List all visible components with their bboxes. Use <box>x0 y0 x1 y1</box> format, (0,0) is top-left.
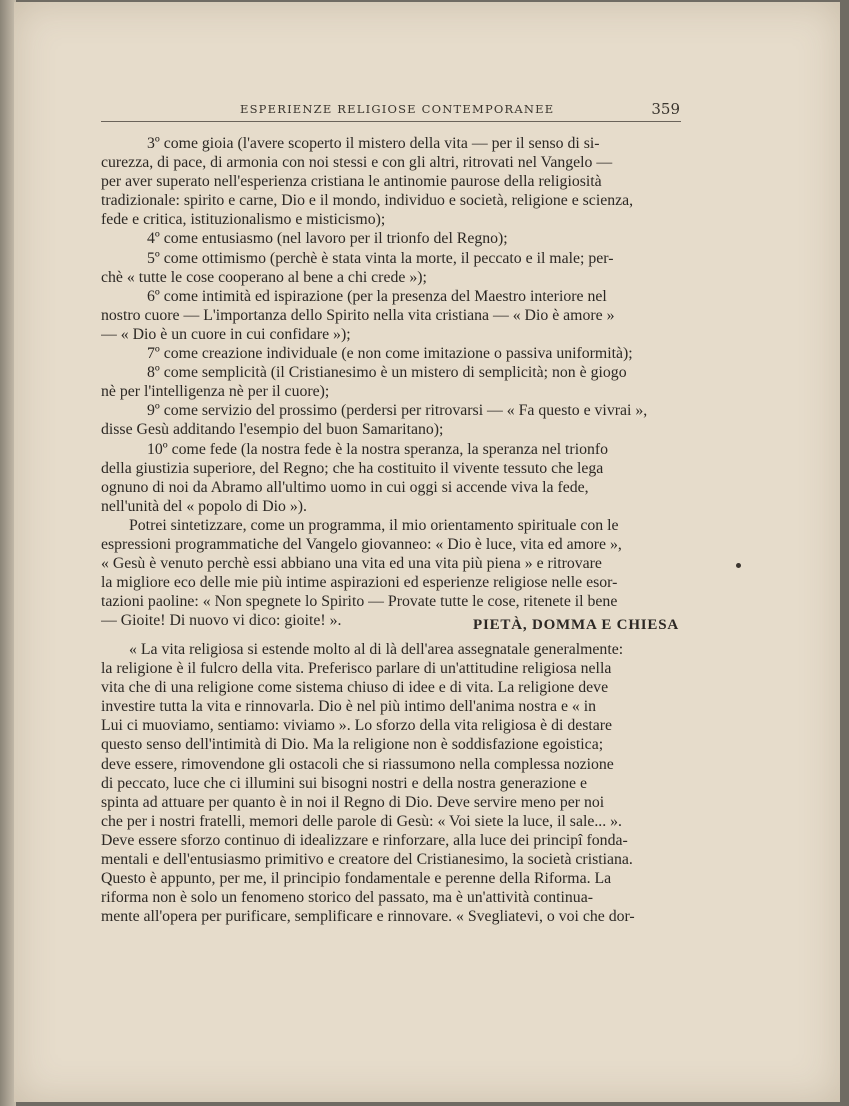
text-line: investire tutta la vita e rinnovarla. Dio è nel più intimo dell'anima nostra e « in <box>101 698 597 716</box>
text-line: 5º come ottimismo (perchè è stata vinta la morte, il peccato e il male; per- <box>147 249 614 267</box>
text-line: che per i nostri fratelli, memori delle parole di Gesù: « Voi siete la luce, il sale... ». <box>101 812 623 830</box>
text-line: Deve essere sforzo continuo di idealizzare e rinforzare, alla luce dei principî fonda- <box>101 831 628 849</box>
text-line: nell'unità del « popolo di Dio »). <box>101 497 307 515</box>
text-line: curezza, di pace, di armonia con noi stessi e con gli altri, ritrovati nel Vangelo — <box>101 154 613 172</box>
text-line: 8º come semplicità (il Cristianesimo è un mistero di semplicità; non è giogo <box>147 364 627 382</box>
text-line: questo senso dell'intimità di Dio. Ma la religione non è soddisfazione egoistica; <box>101 736 604 754</box>
text-line: chè « tutte le cose cooperano al bene a chi crede »); <box>101 268 427 286</box>
text-line: tazioni paoline: « Non spegnete lo Spirito — Provate tutte le cose, ritenete il bene <box>101 593 618 611</box>
page-number: 359 <box>651 100 680 118</box>
section-block <box>101 640 678 926</box>
text-line: 7º come creazione individuale (e non come imitazione o passiva uniformità); <box>147 345 633 363</box>
list-block <box>101 134 678 630</box>
text-line: — « Dio è un cuore in cui confidare »); <box>101 325 351 343</box>
text-line: spinta ad attuare per quanto è in noi il Regno di Dio. Deve servire meno per noi <box>101 793 605 811</box>
text-line: nostro cuore — L'importanza dello Spirito nella vita cristiana — « Dio è amore » <box>101 306 615 324</box>
text-line: 3º come gioia (l'avere scoperto il mistero della vita — per il senso di si- <box>147 135 600 152</box>
text-line: disse Gesù additando l'esempio del buon Samaritano); <box>101 421 444 439</box>
text-line: « La vita religiosa si estende molto al di là dell'area assegnatale generalmente: <box>129 641 624 658</box>
text-line: Lui ci muoviamo, sentiamo: viviamo ». Lo sforzo della vita religiosa è di destare <box>101 717 613 735</box>
text-line: per aver superato nell'esperienza cristiana le antinomie paurose della religiosità <box>101 173 602 191</box>
text-line: 10º come fede (la nostra fede è la nostra speranza, la speranza nel trionfo <box>147 440 609 458</box>
text-line: Potrei sintetizzare, come un programma, il mio orientamento spirituale con le <box>129 516 619 534</box>
text-line: 6º come intimità ed ispirazione (per la presenza del Maestro interiore nel <box>147 287 607 305</box>
text-line: vita che di una religione come sistema chiuso di idee e di vita. La religione deve <box>101 679 609 697</box>
section-title: PIETÀ, DOMMA E CHIESA <box>473 617 679 633</box>
text-line: riforma non è solo un fenomeno storico del passato, ma è un'attività continua- <box>101 889 593 907</box>
text-line: della giustizia superiore, del Regno; che ha costituito il vivente tessuto che lega <box>101 459 604 477</box>
text-line: 9º come servizio del prossimo (perdersi per ritrovarsi — « Fa questo e vivrai », <box>147 402 648 420</box>
text-line: espressioni programmatiche del Vangelo giovanneo: « Dio è luce, vita ed amore », <box>101 535 622 553</box>
text-line: la religione è il fulcro della vita. Preferisco parlare di un'attitudine religiosa nella <box>101 660 612 678</box>
text-line: di peccato, luce che ci illumini sui bisogni nostri e della nostra generazione e <box>101 774 588 792</box>
running-title: ESPERIENZE RELIGIOSE CONTEMPORANEE <box>240 102 555 116</box>
text-line: la migliore eco delle mie più intime aspirazioni ed esperienze religiose nelle esor- <box>101 574 618 592</box>
text-line: mente all'opera per purificare, semplificare e rinnovare. « Svegliatevi, o voi che dor- <box>101 908 635 926</box>
text-line: mentali e dell'entusiasmo primitivo e creatore del Cristianesimo, la società cristiana. <box>101 851 633 869</box>
text-line: fede e critica, istituzionalismo e misticismo); <box>101 211 386 229</box>
ink-spot <box>736 563 741 568</box>
text-line: ognuno di noi da Abramo all'ultimo uomo in cui oggi si accende viva la fede, <box>101 478 589 496</box>
text-line: 4º come entusiasmo (nel lavoro per il trionfo del Regno); <box>147 230 508 248</box>
header-rule <box>101 121 681 122</box>
text-line: nè per l'intelligenza nè per il cuore); <box>101 383 330 401</box>
text-line: « Gesù è venuto perchè essi abbiano una vita ed una vita più piena » e ritrovare <box>101 555 602 573</box>
text-line: tradizionale: spirito e carne, Dio e il mondo, individuo e società, religione e scienza, <box>101 192 634 210</box>
text-line: deve essere, rimovendone gli ostacoli che si riassumono nella complessa nozione <box>101 755 614 773</box>
text-line: — Gioite! Di nuovo vi dico: gioite! ». <box>101 612 342 630</box>
text-line: Questo è appunto, per me, il principio fondamentale e perenne della Riforma. La <box>101 870 612 888</box>
